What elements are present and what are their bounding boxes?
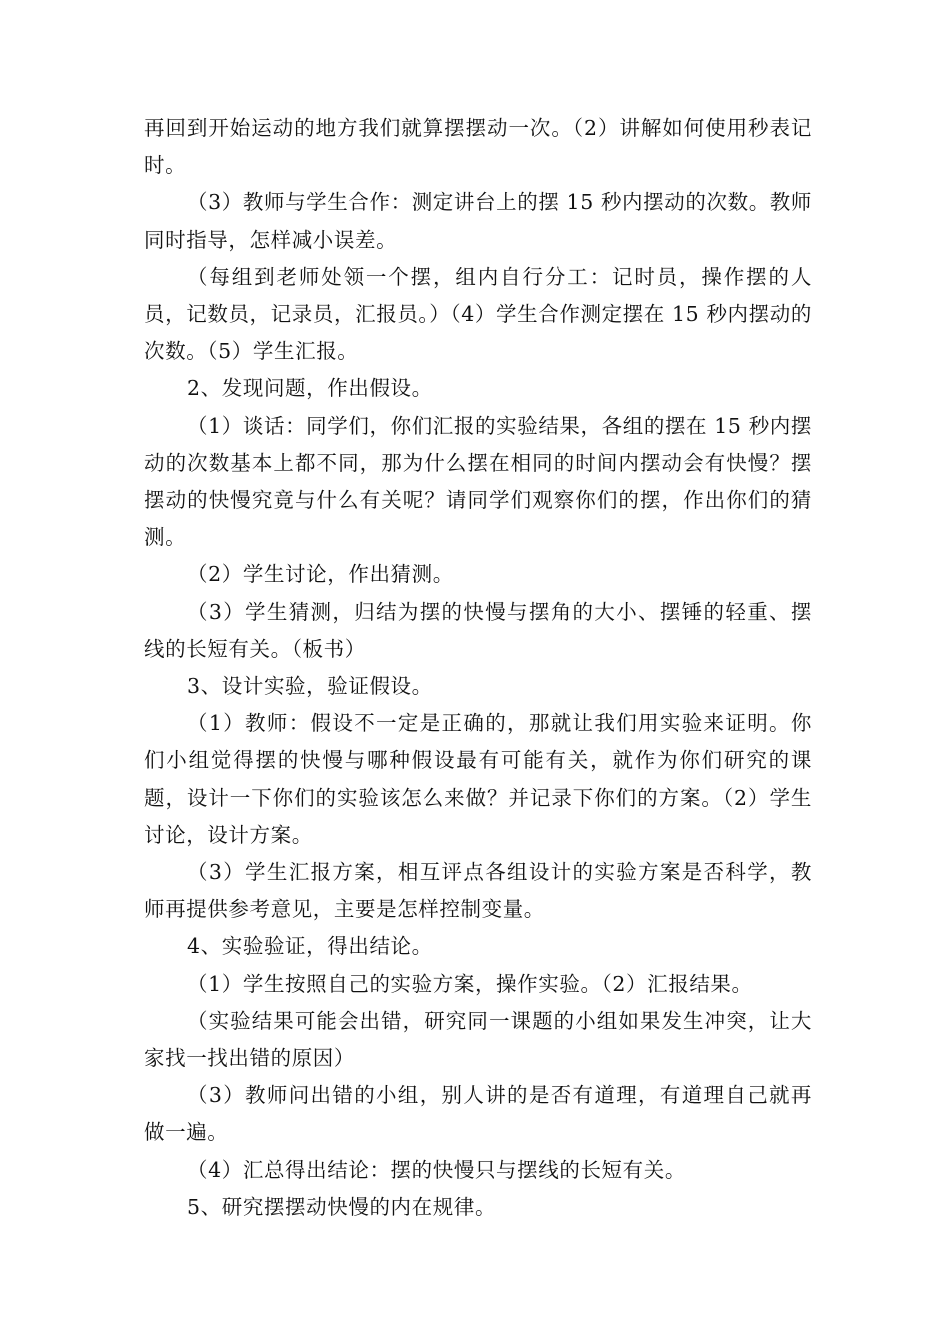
paragraph: 再回到开始运动的地方我们就算摆摆动一次。（2）讲解如何使用秒表记时。: [144, 116, 812, 178]
paragraph: （3）教师问出错的小组，别人讲的是否有道理，有道理自己就再做一遍。: [144, 1083, 812, 1145]
paragraph: （3）学生猜测，归结为摆的快慢与摆角的大小、摆锤的轻重、摆线的长短有关。（板书）: [144, 599, 812, 661]
paragraph: （1）学生按照自己的实验方案，操作实验。（2）汇报结果。: [187, 971, 753, 996]
paragraph: （4）汇总得出结论：摆的快慢只与摆线的长短有关。: [187, 1157, 686, 1182]
paragraph: （每组到老师处领一个摆，组内自行分工：记时员，操作摆的人员，记数员，记录员，汇报员。）（4）学生合作测定摆在 15 秒内摆动的次数。（5）学生汇报。: [144, 264, 812, 364]
paragraph: （2）学生讨论，作出猜测。: [187, 562, 454, 587]
section-heading: 3、设计实验，验证假设。: [187, 674, 433, 699]
paragraph: （3）教师与学生合作：测定讲台上的摆 15 秒内摆动的次数。教师同时指导，怎样减小误差。: [144, 190, 812, 252]
paragraph: （实验结果可能会出错，研究同一课题的小组如果发生冲突，让大家找一找出错的原因）: [144, 1008, 812, 1071]
paragraph: （1）教师：假设不一定是正确的，那就让我们用实验来证明。你们小组觉得摆的快慢与哪种假设最有可能有关，就作为你们研究的课题，设计一下你们的实验该怎么来做？并记录下你们的方案。（2）学生讨论，设计方案。: [144, 711, 812, 847]
paragraph: （1）谈话：同学们，你们汇报的实验结果，各组的摆在 15 秒内摆动的次数基本上都不同，那为什么摆在相同的时间内摆动会有快慢？摆摆动的快慢究竟与什么有关呢？请同学们观察你们的摆，作出你们的猜测。: [144, 413, 812, 550]
section-heading: 5、研究摆摆动快慢的内在规律。: [187, 1194, 497, 1219]
paragraph: （3）学生汇报方案，相互评点各组设计的实验方案是否科学，教师再提供参考意见，主要是怎样控制变量。: [144, 860, 812, 922]
section-heading: 2、发现问题，作出假设。: [187, 376, 433, 401]
document-body: [144, 110, 812, 1226]
section-heading: 4、实验验证，得出结论。: [187, 934, 433, 959]
